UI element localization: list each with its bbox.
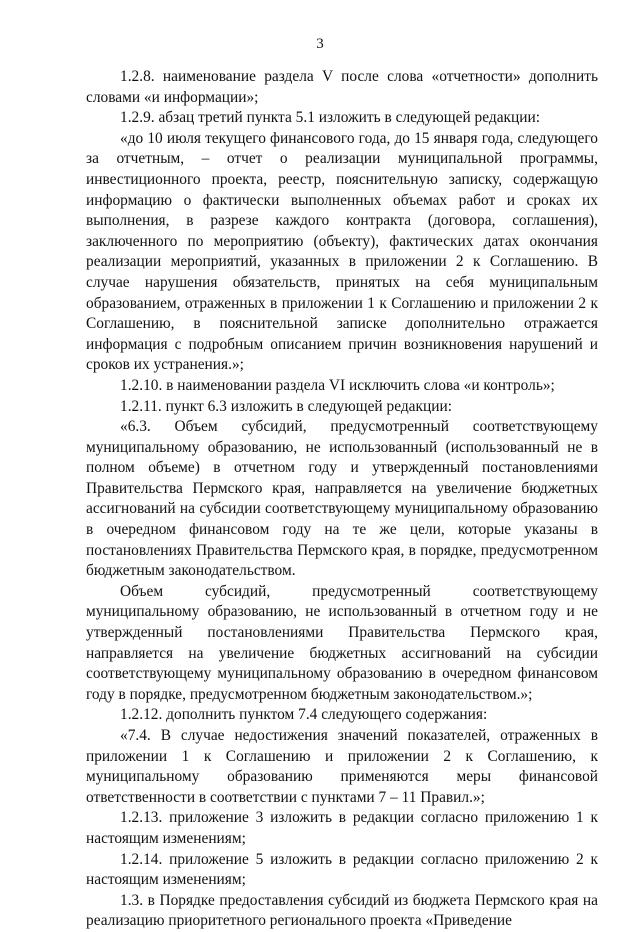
paragraph-1-2-11: 1.2.11. пункт 6.3 изложить в следующей редакции: [120,397,452,415]
paragraph-1-2-13: 1.2.13. приложение 3 изложить в редакции согласно приложению 1 к настоящим изменениям; [86,809,598,847]
paragraph-1-2-14: 1.2.14. приложение 5 изложить в редакции согласно приложению 2 к настоящим изменениям; [86,850,598,889]
paragraph-new-point-7-4: «7.4. В случае недостижения значений показателей, отраженных в приложении 1 к Соглашению и приложении 2 к Соглашению, к муниципальному образованию применяются меры финансовой ответственности в соответствии с пунктами 7 – 11 Правил.»; [86,727,598,806]
paragraph-1-2-8: 1.2.8. наименование раздела V после слова «отчетности» дополнить словами «и информации»; [86,68,598,106]
paragraph-new-wording-6-3: «6.3. Объем субсидий, предусмотренный соответствующему муниципальному образованию, не использованный (использованный не в полном объеме) в отчетном году и утвержденный постановлениями Правительства Пермского края, направляется на увеличение бюджетных ассигнований на субсидии соответствующему муниципальному образованию в очередном финансовом году на те же цели, которые указаны в постановлениях Правительства Пермского края, в порядке, предусмотренном бюджетным законодательством. [86,418,598,580]
paragraph-1-2-12: 1.2.12. дополнить пунктом 7.4 следующего содержания: [120,706,488,724]
document-body [86,67,598,932]
paragraph-subsidy-volume: Объем субсидий, предусмотренный соответствующему муниципальному образованию, не использованный в отчетном году и не утвержденный постановлениями Правительства Пермского края, направляется на увеличение бюджетных ассигнований на субсидии соответствующему муниципальному образованию в очередном финансовом году в порядке, предусмотренном бюджетным законодательством.»; [86,582,598,703]
paragraph-1-3: 1.3. в Порядке предоставления субсидий из бюджета Пермского края на реализацию приоритетного регионального проекта «Приведение [86,891,598,930]
paragraph-1-2-9: 1.2.9. абзац третий пункта 5.1 изложить в следующей редакции: [120,109,541,127]
page-number: 3 [316,36,324,52]
paragraph-1-2-10: 1.2.10. в наименовании раздела VI исключить слова «и контроль»; [120,376,555,394]
paragraph-new-wording-5-1: «до 10 июля текущего финансового года, до 15 января года, следующего за отчетным, – отчет о реализации муниципальной программы, инвестиционного проекта, реестр, пояснительную записку, содержащую информацию о фактически выполненных объемах работ и сроках их выполнения, в разрезе каждого контракта (договора, соглашения), заключенного по мероприятию (объекту), фактических датах окончания реализации мероприятий, указанных в приложении 2 к Соглашению. В случае нарушения обязательств, принятых на себя муниципальным образованием, отраженных в приложении 1 к Соглашению и приложении 2 к Соглашению, в пояснительной записке дополнительно отражается информация с подробным описанием причин возникновения нарушений и сроков их устранения.»; [86,129,598,374]
